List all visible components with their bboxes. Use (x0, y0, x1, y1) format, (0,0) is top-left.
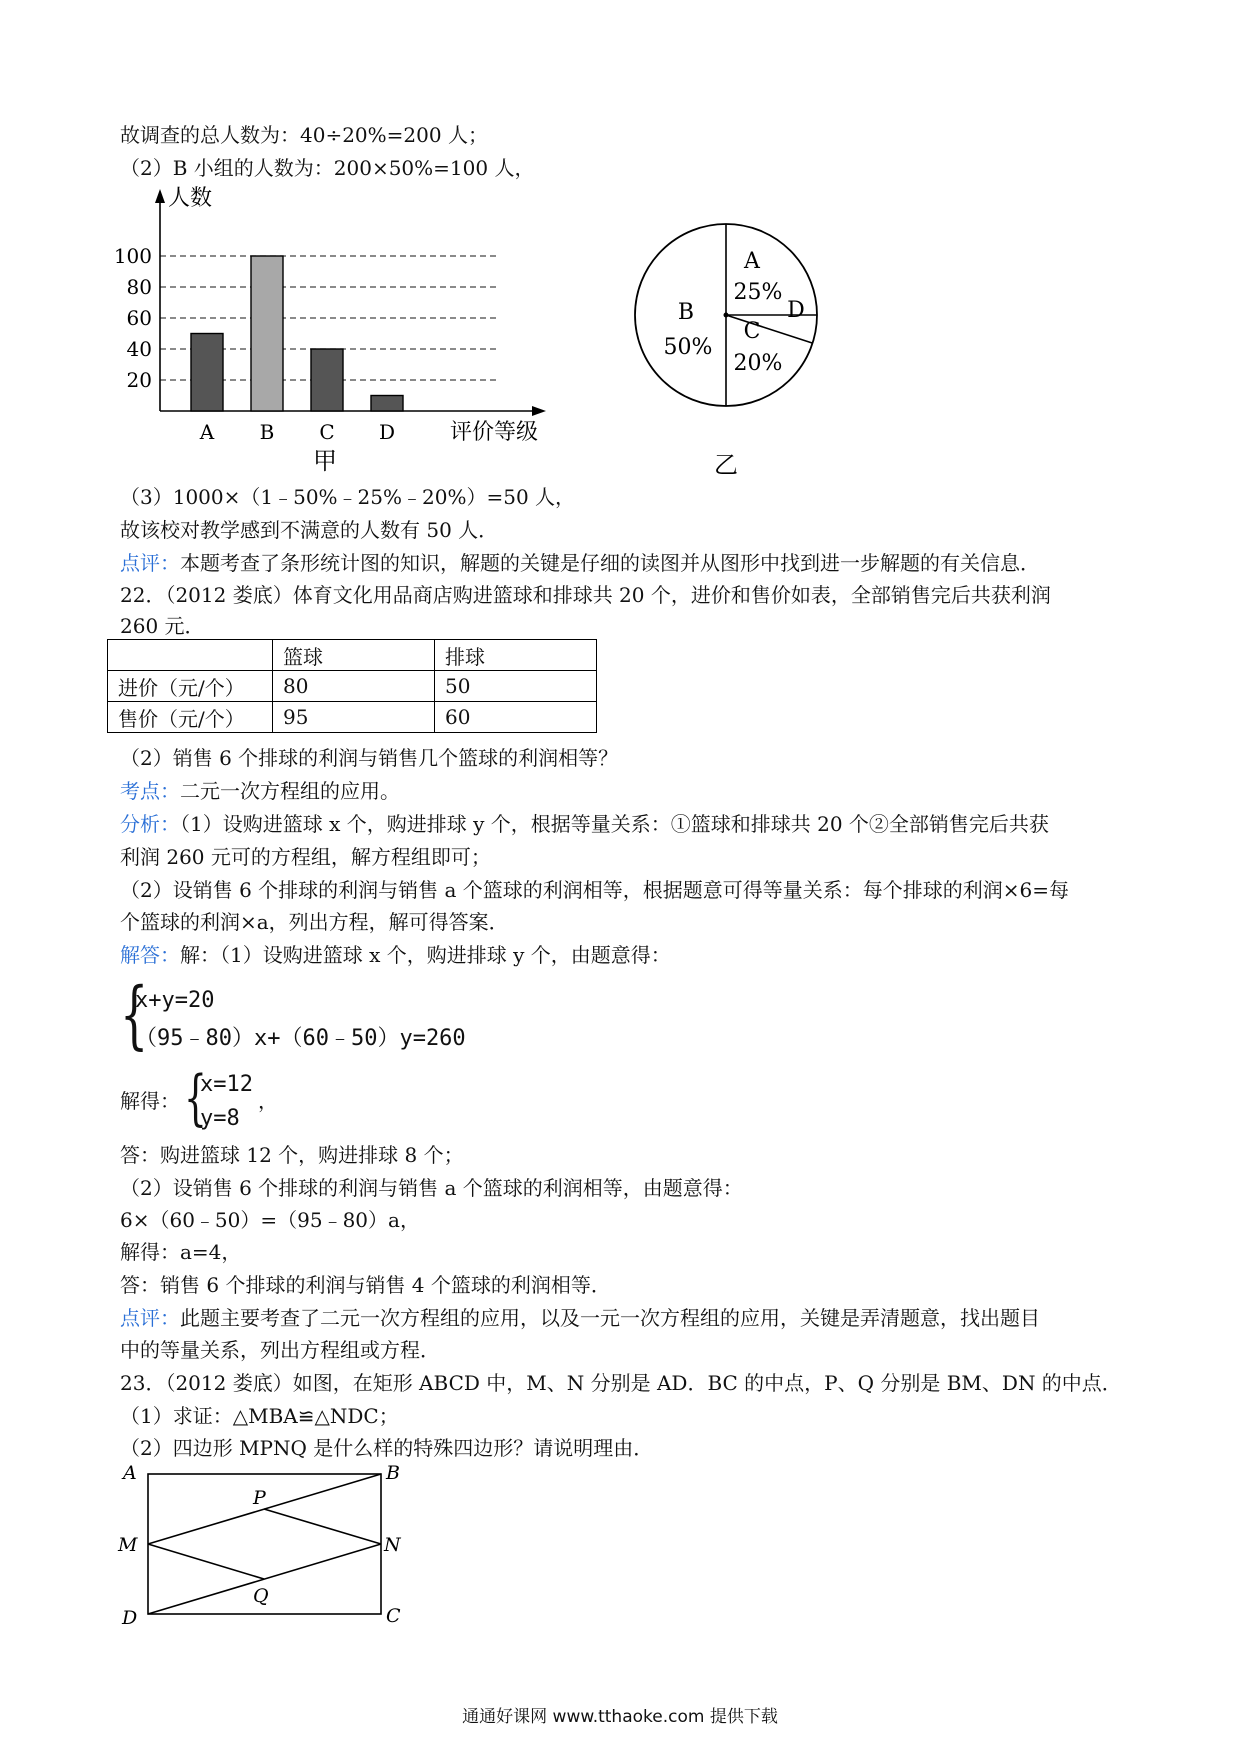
system-eq-1: x+y=20 (135, 988, 215, 1013)
point-label-d: D (122, 1607, 138, 1629)
fenxi-line-2: 利润 260 元可的方程组，解方程组即可； (120, 845, 491, 869)
bar-chart (100, 183, 560, 483)
table-cell (108, 640, 273, 671)
intro-line-1: 故调查的总人数为：40÷20%=200 人； (120, 123, 488, 147)
y-axis-arrow (155, 189, 165, 203)
point-label-m: M (118, 1534, 138, 1556)
table-cell: 60 (435, 702, 597, 733)
slice-label-a: A (744, 249, 760, 274)
fenxi-line-1 (120, 810, 1049, 838)
table-cell: 95 (273, 702, 435, 733)
x-axis-arrow (532, 406, 546, 416)
solve-prefix: 解得： (120, 1089, 180, 1113)
slice-value-b: 50% (663, 335, 713, 360)
jieda-text: 解：（1）设购进篮球 x 个，购进排球 y 个，由题意得： (180, 943, 671, 967)
y-tick-label: 100 (113, 244, 152, 268)
chart-title: 甲 (313, 447, 337, 475)
x-tick-label: B (259, 420, 275, 444)
fenxi-text: （1）设购进篮球 x 个，购进排球 y 个，根据等量关系：①篮球和排球共 20 个②全部销售完后共获 (180, 812, 1049, 836)
review-label: 点评： (120, 551, 180, 575)
review-2-line-2: 中的等量关系，列出方程组或方程． (120, 1338, 440, 1362)
review2-label: 点评： (120, 1306, 180, 1330)
question-22-line-2: 260 元． (120, 614, 205, 638)
point-label-q: Q (253, 1585, 269, 1607)
table-cell: 进价（元/个） (108, 671, 273, 702)
answer-line-3: 6×（60﹣50）=（95﹣80）a， (120, 1208, 420, 1232)
table-cell: 篮球 (273, 640, 435, 671)
x-tick-label: C (319, 420, 335, 444)
system-eq-2: （95﹣80）x+（60﹣50）y=260 (135, 1026, 466, 1051)
x-tick-label: D (378, 420, 396, 444)
table-row (108, 671, 597, 702)
jieda-label: 解答： (120, 943, 180, 967)
slice-value-c: 20% (733, 351, 783, 376)
table-header-row (108, 640, 597, 671)
segment-np (264, 1509, 381, 1544)
bar-b (251, 256, 283, 411)
slice-value-a: 25% (733, 280, 783, 305)
question-23-line-3: （2）四边形 MPNQ 是什么样的特殊四边形？请说明理由． (120, 1436, 654, 1460)
jieda-line (120, 941, 671, 969)
fenxi-line-3: （2）设销售 6 个排球的利润与销售 a 个篮球的利润相等，根据题意可得等量关系：每个排球的利润×6=每 (120, 878, 1070, 902)
point-label-n: N (384, 1534, 401, 1556)
table-cell: 排球 (435, 640, 597, 671)
table-cell: 50 (435, 671, 597, 702)
fenxi-label: 分析： (120, 812, 180, 836)
intro-line-2: （2）B 小组的人数为：200×50%=100 人， (120, 156, 535, 180)
chart-title: 乙 (714, 451, 738, 479)
y-tick-label: 20 (126, 368, 152, 392)
solve-x: x=12 (200, 1072, 253, 1097)
segment-mq (148, 1544, 264, 1579)
y-tick-label: 60 (126, 306, 152, 330)
review-text: 本题考查了条形统计图的知识，解题的关键是仔细的读图并从图形中找到进一步解题的有关信息． (180, 551, 1040, 575)
bar-c (311, 349, 343, 411)
x-axis-label: 评价等级 (450, 420, 539, 445)
rectangle-figure (110, 1462, 410, 1632)
solve-brace: { (184, 1063, 207, 1133)
bar-a (191, 334, 223, 412)
slice-label-d: D (787, 298, 805, 323)
answer-line-4: 解得：a=4， (120, 1240, 242, 1264)
part3-line-2: 故该校对教学感到不满意的人数有 50 人． (120, 518, 499, 542)
kaodian-text: 二元一次方程组的应用。 (180, 779, 400, 803)
table-row (108, 702, 597, 733)
y-tick-label: 80 (126, 275, 152, 299)
system-brace: { (120, 972, 149, 1058)
point-label-p: P (253, 1487, 266, 1509)
slice-label-c: C (743, 319, 761, 344)
review2-text: 此题主要考查了二元一次方程组的应用，以及一元一次方程组的应用，关键是弄清题意，找出题目 (180, 1306, 1040, 1330)
question-22-part-2: （2）销售 6 个排球的利润与销售几个篮球的利润相等？ (120, 746, 619, 770)
x-tick-label: A (199, 420, 215, 444)
pie-center (724, 313, 729, 318)
question-22-line-1: 22．（2012 娄底）体育文化用品商店购进篮球和排球共 20 个，进价和售价如表，全部销售完后共获利润 (120, 583, 1051, 607)
pie-chart (620, 213, 840, 483)
point-label-c: C (386, 1605, 401, 1627)
part3-line-1: （3）1000×（1﹣50%﹣25%﹣20%）=50 人， (120, 485, 576, 509)
footer: 通通好课网 www.tthaoke.com 提供下载 (462, 1707, 778, 1727)
kaodian-label: 考点： (120, 779, 180, 803)
review-1 (120, 549, 1040, 577)
table-cell: 80 (273, 671, 435, 702)
answer-line-5: 答：销售 6 个排球的利润与销售 4 个篮球的利润相等． (120, 1273, 611, 1297)
question-23-line-2: （1）求证：△MBA≌△NDC； (120, 1404, 399, 1428)
review-2-line-1 (120, 1304, 1040, 1332)
y-axis-label: 人数 (168, 186, 213, 211)
slice-label-b: B (677, 300, 695, 325)
answer-line-2: （2）设销售 6 个排球的利润与销售 a 个篮球的利润相等，由题意得： (120, 1176, 743, 1200)
table-cell: 售价（元/个） (108, 702, 273, 733)
point-label-b: B (386, 1462, 400, 1484)
point-label-a: A (123, 1462, 137, 1484)
bar-d (371, 396, 403, 412)
price-table (107, 639, 597, 733)
kaodian (120, 777, 400, 805)
fenxi-line-4: 个篮球的利润×a，列出方程，解可得答案． (120, 910, 509, 934)
question-23-line-1: 23．（2012 娄底）如图，在矩形 ABCD 中，M、N 分别是 AD．BC 的中点，P、Q 分别是 BM、DN 的中点． (120, 1371, 1122, 1395)
solve-y: y=8 (200, 1106, 240, 1131)
answer-line-1: 答：购进篮球 12 个，购进排球 8 个； (120, 1143, 464, 1167)
solve-suffix: ， (258, 1089, 278, 1113)
y-tick-label: 40 (126, 337, 152, 361)
